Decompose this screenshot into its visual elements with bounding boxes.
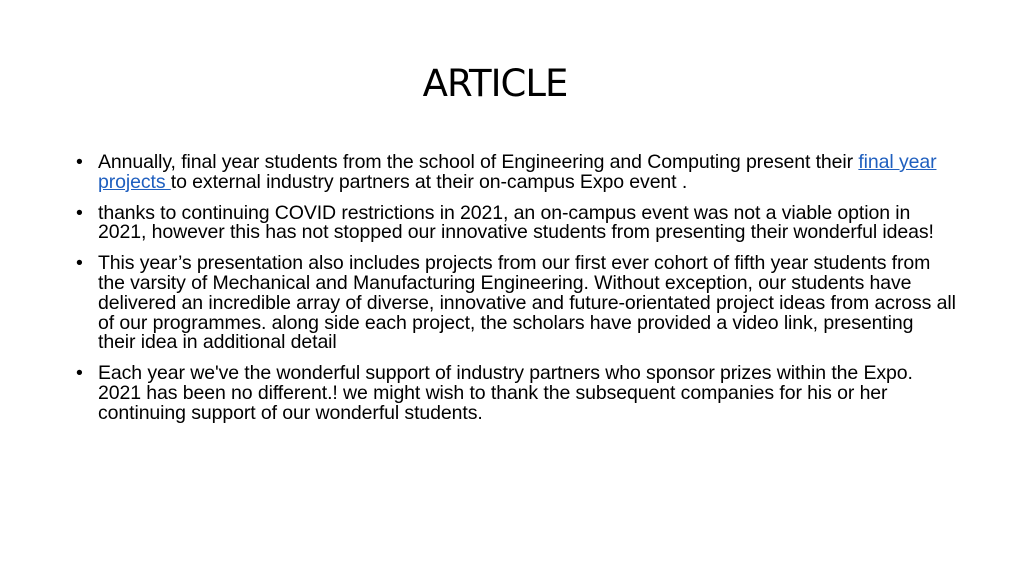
bullet-item bbox=[76, 201, 956, 244]
bullet-list bbox=[76, 153, 956, 435]
bullet-icon: • bbox=[76, 252, 83, 275]
final-year-projects-link[interactable]: final year projects bbox=[98, 151, 937, 193]
slide-title: ARTICLE bbox=[422, 62, 568, 105]
bullet-icon: • bbox=[76, 362, 83, 385]
bullet-text: to external industry partners at their on-campus Expo event . bbox=[170, 170, 688, 193]
bullet-text: thanks to continuing COVID restrictions in 2021, an on-campus event was not a viable option in 2021, however this has not stopped our innovative students from presenting their wonderful ideas! bbox=[98, 201, 934, 244]
bullet-text: This year’s presentation also includes projects from our first ever cohort of fifth year students from the varsity of Mechanical and Manufacturing Engineering. Without exception, our students have delivered an incredible array of diverse, innovative and future-orientated project ideas from across all of our programmes. along side each project, the scholars have provided a video link, presenting their idea in additional detail bbox=[98, 252, 956, 354]
bullet-item bbox=[76, 364, 956, 423]
bullet-item bbox=[76, 254, 956, 353]
bullet-text: Each year we've the wonderful support of industry partners who sponsor prizes within the Expo. 2021 has been no different.! we might wish to thank the subsequent companies for his or her continuing support of our wonderful students. bbox=[98, 362, 913, 424]
bullet-item bbox=[76, 153, 956, 193]
bullet-icon: • bbox=[76, 201, 83, 224]
bullet-text: Annually, final year students from the school of Engineering and Computing present their bbox=[98, 151, 859, 173]
bullet-icon: • bbox=[76, 151, 83, 173]
